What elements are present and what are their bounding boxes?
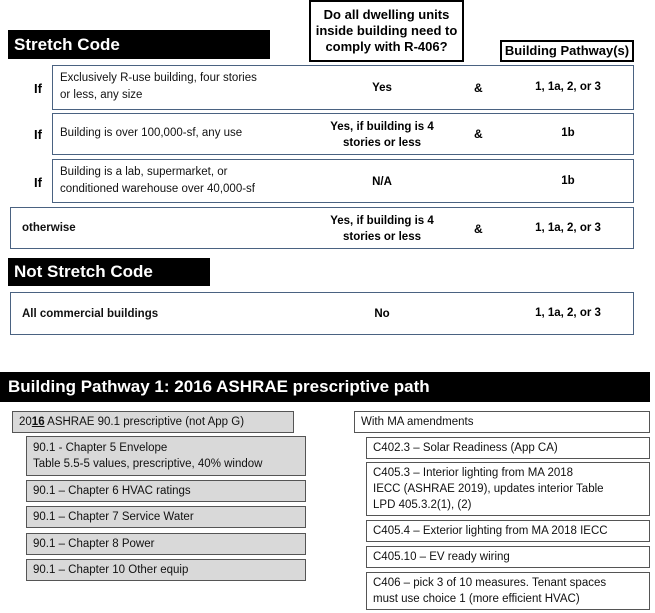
row2-condition: Building is over 100,000-sf, any use [60,127,243,139]
row3-condition [60,164,255,198]
right-item-interior-lighting-line2: IECC (ASHRAE 2019), updates interior Table [373,483,604,495]
row1-answer: Yes [372,82,392,94]
row4-ampersand: & [474,222,483,236]
left-item-other-equip [26,559,306,581]
right-item-interior-lighting-line1: C405.3 – Interior lighting from MA 2018 [373,467,574,479]
pathway1-banner [0,372,650,402]
row2-answer-line1: Yes, if building is 4 [330,121,434,133]
not-stretch-answer: No [374,308,390,320]
row4-answer-line1: Yes, if building is 4 [330,215,434,227]
right-item-c406-line1: C406 – pick 3 of 10 measures. Tenant spaces [373,577,607,589]
ashrae-2016-header [12,411,294,433]
row3-if-label: If [34,175,42,190]
row1-condition [60,70,257,104]
pathway1-title: Building Pathway 1: 2016 ASHRAE prescriptive path [8,377,430,396]
left-item-power [26,533,306,555]
row2-if-label: If [34,127,42,142]
left-item-other-equip-text: 90.1 – Chapter 10 Other equip [33,564,189,576]
not-stretch-code-title: Not Stretch Code [14,262,153,281]
right-item-solar-text: C402.3 – Solar Readiness (App CA) [373,442,558,454]
row1-ampersand: & [474,81,483,95]
stretch-code-title: Stretch Code [14,34,120,54]
ashrae-2016-header-text [19,414,287,430]
row3-pathways: 1b [561,175,575,187]
row4-condition: otherwise [22,222,76,234]
left-item-envelope [26,436,306,476]
row2-pathways: 1b [561,127,575,139]
not-stretch-code-banner [8,258,210,286]
row1-if-label: If [34,81,42,96]
right-item-c406 [366,572,650,610]
row2-ampersand: & [474,127,483,141]
not-stretch-pathways: 1, 1a, 2, or 3 [535,307,601,319]
row3-condition-line2: conditioned warehouse over 40,000-sf [60,183,255,195]
row1-condition-line2: or less, any size [60,89,143,101]
not-stretch-condition: All commercial buildings [22,308,159,320]
right-item-exterior-lighting [366,520,650,542]
row4-answer [312,212,452,246]
left-item-service-water [26,506,306,528]
ma-amendments-header-text: With MA amendments [361,416,474,428]
row1-pathways: 1, 1a, 2, or 3 [535,81,601,93]
row1-condition-line1: Exclusively R-use building, four stories [60,72,257,84]
r406-question-text: Do all dwelling units inside building need to comply with R-406? [315,7,458,54]
right-item-interior-lighting-line3: LPD 405.3.2(1), (2) [373,499,472,511]
left-item-envelope-line1: 90.1 - Chapter 5 Envelope [33,442,168,454]
ashrae-header-pre: 20 [19,416,32,428]
row2-answer-line2: stories or less [343,137,421,149]
right-item-ev-wiring-text: C405.10 – EV ready wiring [373,551,510,563]
ashrae-header-post: ASHRAE 90.1 prescriptive (not App G) [44,416,245,428]
ashrae-header-year: 16 [31,416,45,428]
row2-answer [312,118,452,152]
left-item-power-text: 90.1 – Chapter 8 Power [33,538,155,550]
ma-amendments-header [354,411,650,433]
right-item-solar [366,437,650,459]
left-item-service-water-text: 90.1 – Chapter 7 Service Water [33,511,194,523]
left-item-hvac-text: 90.1 – Chapter 6 HVAC ratings [33,485,191,497]
right-item-c406-line2: must use choice 1 (more efficient HVAC) [373,593,580,605]
right-item-exterior-lighting-text: C405.4 – Exterior lighting from MA 2018 IECC [373,525,608,537]
right-item-interior-lighting [366,462,650,516]
row4-answer-line2: stories or less [343,231,421,243]
stretch-code-banner [8,30,270,59]
row3-condition-line1: Building is a lab, supermarket, or [60,166,228,178]
row4-pathways: 1, 1a, 2, or 3 [535,222,601,234]
left-item-hvac [26,480,306,502]
left-item-envelope-line2: Table 5.5-5 values, prescriptive, 40% window [33,458,263,470]
right-item-ev-wiring [366,546,650,568]
r406-question-header [309,0,464,62]
building-pathways-header [500,40,634,62]
building-pathways-header-text: Building Pathway(s) [504,43,630,58]
row3-answer: N/A [372,176,392,188]
